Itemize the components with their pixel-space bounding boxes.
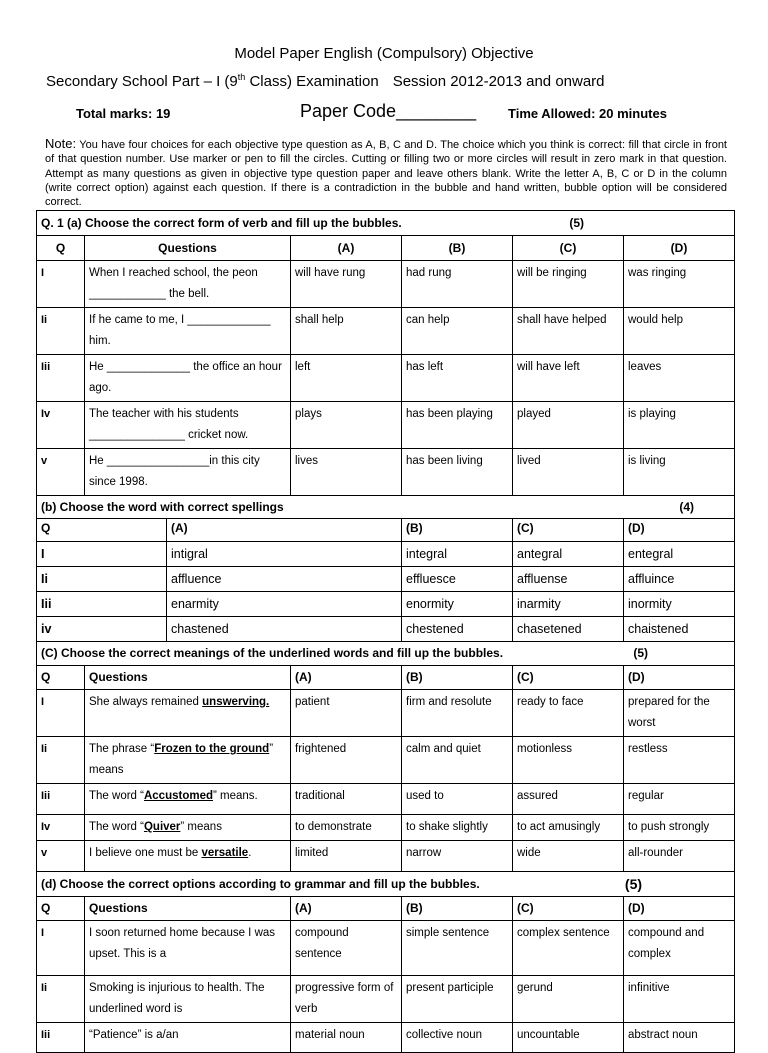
- option-c: will have left: [513, 355, 624, 402]
- table-row: [37, 402, 735, 449]
- option-b: enormity: [402, 592, 513, 617]
- table-row: [37, 784, 735, 815]
- table-row: [37, 449, 735, 496]
- paper-subtitle: [46, 72, 605, 90]
- option-d: is living: [624, 449, 735, 496]
- option-c: inarmity: [513, 592, 624, 617]
- option-c: motionless: [513, 737, 624, 784]
- total-marks: Total marks: 19: [76, 106, 171, 121]
- option-d: compound and complex: [624, 921, 735, 976]
- option-a: plays: [291, 402, 402, 449]
- option-c: ready to face: [513, 690, 624, 737]
- header-c: (C): [513, 236, 624, 261]
- option-b: integral: [402, 542, 513, 567]
- option-a: compound sentence: [291, 921, 402, 976]
- table-row: [37, 921, 735, 976]
- option-a: affluence: [167, 567, 402, 592]
- section-a-marks: (5): [569, 215, 585, 230]
- section-d-marks: (5): [624, 875, 643, 892]
- option-c: lived: [513, 449, 624, 496]
- option-d: all-rounder: [624, 841, 735, 872]
- underlined-word: Frozen to the ground: [154, 743, 270, 755]
- question-text-pre: The word “: [89, 790, 144, 802]
- header-d: (D): [624, 666, 735, 690]
- header-c: (C): [513, 666, 624, 690]
- option-d: inormity: [624, 592, 735, 617]
- section-a-title-text: Q. 1 (a) Choose the correct form of verb and fill up the bubbles.: [41, 215, 402, 230]
- header-q: Q: [37, 236, 85, 261]
- option-d: leaves: [624, 355, 735, 402]
- question-number: iv: [37, 617, 167, 642]
- option-a: enarmity: [167, 592, 402, 617]
- question-table: [36, 210, 735, 1053]
- option-d: regular: [624, 784, 735, 815]
- option-b: had rung: [402, 261, 513, 308]
- header-c: (C): [513, 897, 624, 921]
- question-text: [85, 841, 291, 872]
- question-number: I: [37, 261, 85, 308]
- option-c: to act amusingly: [513, 815, 624, 841]
- question-number: Iii: [37, 592, 167, 617]
- option-b: has left: [402, 355, 513, 402]
- option-a: shall help: [291, 308, 402, 355]
- question-number: Ii: [37, 308, 85, 355]
- section-a-title: [37, 211, 735, 236]
- question-text: If he came to me, I _____________ him.: [85, 308, 291, 355]
- question-text: [85, 784, 291, 815]
- question-text-post: ” means.: [213, 790, 258, 802]
- header-q: Q: [37, 519, 167, 542]
- underlined-word: Quiver: [143, 821, 181, 833]
- header-questions: Questions: [85, 236, 291, 261]
- option-c: gerund: [513, 976, 624, 1023]
- option-b: simple sentence: [402, 921, 513, 976]
- header-c: (C): [513, 519, 624, 542]
- option-a: traditional: [291, 784, 402, 815]
- subtitle-text: Secondary School Part – I (9: [46, 73, 238, 90]
- note-text: You have four choices for each objective type question as A, B, C and D. The choice which you think is correct: fill that circle in front of that question number. Use marker or pen to fill the circles. Cutting or filling two or more circles will result in zero mark in that question. Attempt as many questions as given in objective type question paper and leave others blank. Write the letter A, B, C or D in the column (write correct option) against each question. If there is a contradiction in the bubble and hand written, bubble option will be considered correct.: [45, 139, 727, 209]
- option-c: wide: [513, 841, 624, 872]
- option-b: narrow: [402, 841, 513, 872]
- question-number: v: [37, 449, 85, 496]
- option-d: is playing: [624, 402, 735, 449]
- session: Session 2012-2013 and onward: [392, 73, 605, 90]
- header-b: (B): [402, 519, 513, 542]
- header-questions: Questions: [85, 666, 291, 690]
- option-d: prepared for the worst: [624, 690, 735, 737]
- question-number: Iv: [37, 402, 85, 449]
- table-row: [37, 841, 735, 872]
- question-text-post: ” means: [89, 743, 274, 776]
- header-b: (B): [402, 236, 513, 261]
- option-a: progressive form of verb: [291, 976, 402, 1023]
- question-text: He ________________in this city since 1998.: [85, 449, 291, 496]
- question-text: He _____________ the office an hour ago.: [85, 355, 291, 402]
- option-d: to push strongly: [624, 815, 735, 841]
- question-text: I soon returned home because I was upset. This is a: [85, 921, 291, 976]
- option-d: restless: [624, 737, 735, 784]
- option-b: can help: [402, 308, 513, 355]
- option-a: frightened: [291, 737, 402, 784]
- table-row: [37, 815, 735, 841]
- table-row: [37, 542, 735, 567]
- subtitle-sup: th: [237, 72, 246, 82]
- underlined-word: unswerving.: [202, 696, 270, 708]
- table-row: [37, 592, 735, 617]
- header-a: (A): [291, 666, 402, 690]
- table-row: [37, 355, 735, 402]
- question-number: I: [37, 690, 85, 737]
- option-c: uncountable: [513, 1023, 624, 1053]
- option-a: left: [291, 355, 402, 402]
- question-text-post: .: [248, 847, 252, 859]
- section-b-title-text: (b) Choose the word with correct spellings: [41, 499, 284, 514]
- question-text-pre: I believe one must be: [89, 847, 202, 859]
- option-c: shall have helped: [513, 308, 624, 355]
- option-a: material noun: [291, 1023, 402, 1053]
- note: [45, 137, 727, 209]
- option-b: present participle: [402, 976, 513, 1023]
- header-d: (D): [624, 519, 735, 542]
- option-d: would help: [624, 308, 735, 355]
- section-c-title-text: (C) Choose the correct meanings of the underlined words and fill up the bubbles.: [41, 646, 504, 660]
- paper-code: Paper Code________: [300, 101, 477, 121]
- table-row: [37, 737, 735, 784]
- question-number: Iii: [37, 355, 85, 402]
- header-q: Q: [37, 666, 85, 690]
- header-d: (D): [624, 897, 735, 921]
- option-c: played: [513, 402, 624, 449]
- option-b: effluesce: [402, 567, 513, 592]
- question-text: Smoking is injurious to health. The underlined word is: [85, 976, 291, 1023]
- table-row: [37, 617, 735, 642]
- option-a: intigral: [167, 542, 402, 567]
- header-a: (A): [291, 236, 402, 261]
- question-number: I: [37, 921, 85, 976]
- option-d: chaistened: [624, 617, 735, 642]
- header-b: (B): [402, 666, 513, 690]
- table-row: [37, 308, 735, 355]
- section-b-title: [37, 496, 735, 519]
- table-row: [37, 567, 735, 592]
- question-text: [85, 815, 291, 841]
- question-number: Ii: [37, 737, 85, 784]
- table-row: [37, 690, 735, 737]
- underlined-word: Accustomed: [143, 790, 213, 802]
- question-number: Iii: [37, 1023, 85, 1053]
- question-number: Ii: [37, 976, 85, 1023]
- header-a: (A): [291, 897, 402, 921]
- underlined-word: versatile: [201, 847, 249, 859]
- header-questions: Questions: [85, 897, 291, 921]
- option-b: collective noun: [402, 1023, 513, 1053]
- time-allowed: Time Allowed: 20 minutes: [508, 106, 667, 121]
- option-b: has been living: [402, 449, 513, 496]
- header-q: Q: [37, 897, 85, 921]
- question-text: The teacher with his students _______________ cricket now.: [85, 402, 291, 449]
- question-text-post: ” means: [180, 821, 222, 833]
- option-a: limited: [291, 841, 402, 872]
- table-row: [37, 1023, 735, 1053]
- header-b: (B): [402, 897, 513, 921]
- table-row: [37, 976, 735, 1023]
- section-b-marks: (4): [679, 499, 695, 514]
- header-a: (A): [167, 519, 402, 542]
- subtitle-text-2: Class) Examination: [245, 73, 379, 90]
- option-b: has been playing: [402, 402, 513, 449]
- option-b: firm and resolute: [402, 690, 513, 737]
- question-number: Ii: [37, 567, 167, 592]
- option-c: assured: [513, 784, 624, 815]
- option-b: used to: [402, 784, 513, 815]
- option-b: to shake slightly: [402, 815, 513, 841]
- option-b: chestened: [402, 617, 513, 642]
- table-row: [37, 261, 735, 308]
- option-a: patient: [291, 690, 402, 737]
- option-d: entegral: [624, 542, 735, 567]
- question-number: Iv: [37, 815, 85, 841]
- header-d: (D): [624, 236, 735, 261]
- question-text-pre: The word “: [89, 821, 144, 833]
- option-c: antegral: [513, 542, 624, 567]
- option-d: affluince: [624, 567, 735, 592]
- question-text: [85, 690, 291, 737]
- option-d: infinitive: [624, 976, 735, 1023]
- question-text: [85, 737, 291, 784]
- question-number: I: [37, 542, 167, 567]
- question-text: When I reached school, the peon ____________ the bell.: [85, 261, 291, 308]
- question-number: v: [37, 841, 85, 872]
- note-label: Note:: [45, 136, 77, 151]
- option-c: will be ringing: [513, 261, 624, 308]
- option-c: chasetened: [513, 617, 624, 642]
- option-a: to demonstrate: [291, 815, 402, 841]
- paper-title: Model Paper English (Compulsory) Objective: [234, 45, 534, 62]
- option-a: chastened: [167, 617, 402, 642]
- section-c-title: [37, 642, 735, 666]
- option-a: lives: [291, 449, 402, 496]
- question-number: Iii: [37, 784, 85, 815]
- option-c: complex sentence: [513, 921, 624, 976]
- section-d-title: [37, 872, 735, 897]
- option-b: calm and quiet: [402, 737, 513, 784]
- option-c: affluense: [513, 567, 624, 592]
- section-c-marks: (5): [633, 646, 649, 660]
- option-d: was ringing: [624, 261, 735, 308]
- question-text-pre: The phrase “: [89, 743, 155, 755]
- option-a: will have rung: [291, 261, 402, 308]
- question-text-pre: She always remained: [89, 696, 203, 708]
- question-text: “Patience” is a/an: [85, 1023, 291, 1053]
- section-d-title-text: (d) Choose the correct options according to grammar and fill up the bubbles.: [41, 876, 480, 891]
- option-d: abstract noun: [624, 1023, 735, 1053]
